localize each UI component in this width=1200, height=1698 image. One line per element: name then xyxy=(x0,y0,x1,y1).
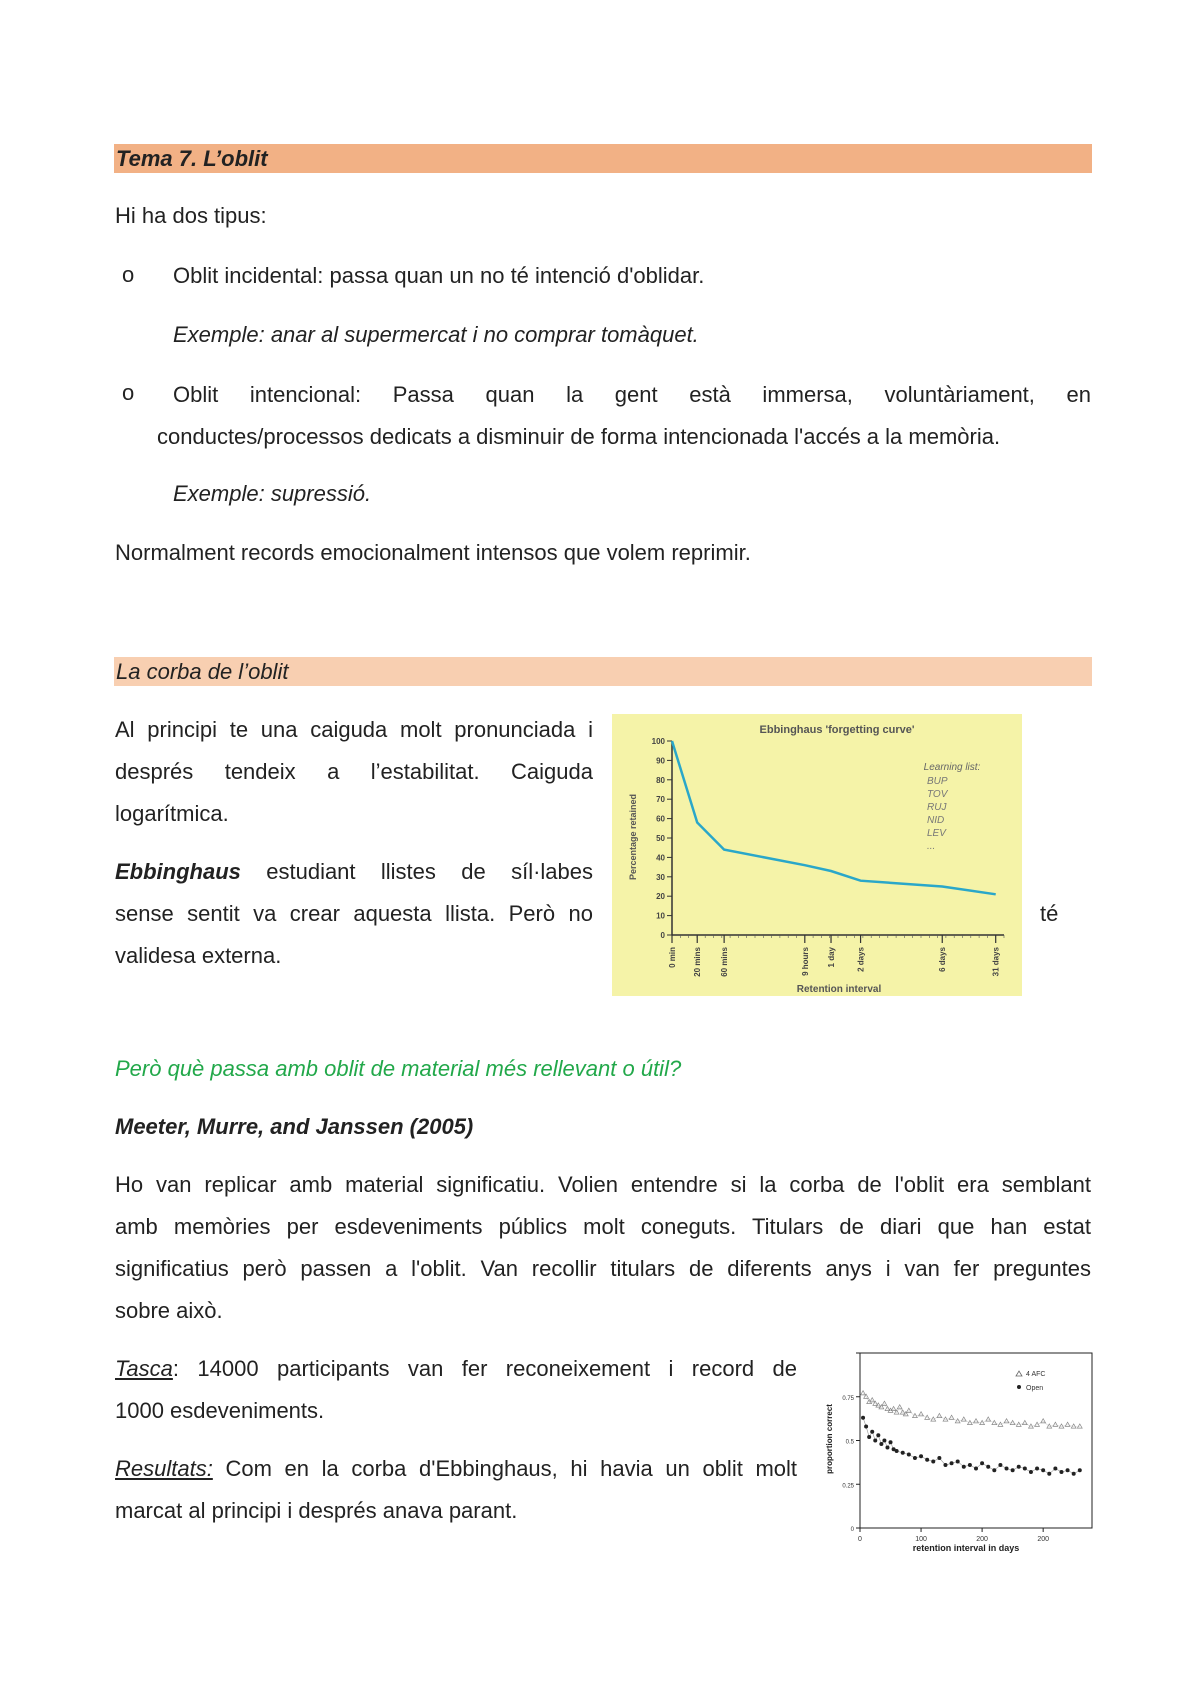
chart1-x-tick-label: 31 days xyxy=(991,947,1001,977)
chart1-legend-item: RUJ xyxy=(927,802,947,813)
example-intencional: Exemple: supressió. xyxy=(173,481,372,506)
para-ebbinghaus-line2-tail: té xyxy=(1040,901,1059,926)
chart2-point-open xyxy=(1041,1468,1045,1472)
para-replica-line2: amb memòries per esdeveniments públics molt coneguts. Titulars de diari que han estat xyxy=(115,1214,1091,1239)
chart1-y-tick-label: 0 xyxy=(660,931,665,940)
chart2-y-tick-label: 0 xyxy=(850,1527,854,1533)
chart1-legend-item: LEV xyxy=(927,828,946,839)
chart1-legend-item: BUP xyxy=(927,776,948,787)
chart1-y-tick-label: 90 xyxy=(656,756,665,766)
resultats-line2: marcat al principi i després anava parant. xyxy=(115,1498,518,1523)
chart2-point-open xyxy=(867,1435,871,1439)
chart1-y-tick-label: 60 xyxy=(656,814,665,824)
question-text: Però què passa amb oblit de material més rellevant o útil? xyxy=(115,1056,682,1081)
chart2-point-open xyxy=(879,1442,883,1446)
chart2-y-axis-label: proportion correct xyxy=(825,1404,834,1474)
chart1-x-tick-label: 9 hours xyxy=(800,947,810,976)
ebbinghaus-name: Ebbinghaus xyxy=(115,859,241,884)
para-replica-line3: significatius però passen a l'oblit. Van recollir titulars de diferents anys i van fer preguntes xyxy=(115,1256,1091,1281)
chart1-y-tick-label: 70 xyxy=(656,795,665,805)
intro-text: Hi ha dos tipus: xyxy=(115,203,267,228)
chart2-point-open xyxy=(907,1453,911,1457)
chart2-point-open xyxy=(1023,1467,1027,1471)
section-heading-tema7: Tema 7. L’oblit xyxy=(114,144,1092,173)
chart2-point-open xyxy=(956,1460,960,1464)
chart2-point-open xyxy=(861,1416,865,1420)
closing-text: Normalment records emocionalment intensos que volem reprimir. xyxy=(115,540,751,565)
tasca-line1 xyxy=(115,1348,797,1390)
chart2-point-open xyxy=(1078,1468,1082,1472)
para-ebbinghaus-line3: validesa externa. xyxy=(115,943,282,968)
chart1-legend-item: ... xyxy=(927,841,936,852)
tasca-label: Tasca xyxy=(115,1356,173,1381)
citation-meeter: Meeter, Murre, and Janssen (2005) xyxy=(115,1114,474,1139)
chart1-title: Ebbinghaus 'forgetting curve' xyxy=(759,724,915,736)
para-corba-line1: Al principi te una caiguda molt pronunciada i xyxy=(115,717,593,742)
chart2-point-open xyxy=(1011,1468,1015,1472)
chart2-point-open xyxy=(931,1460,935,1464)
item-oblit-intencional-line2: conductes/processos dedicats a disminuir de forma intencionada l'accés a la memòria. xyxy=(157,424,1001,449)
chart2-point-open xyxy=(876,1433,880,1437)
chart1-x-axis-label: Retention interval xyxy=(796,984,882,995)
example-incidental: Exemple: anar al supermercat i no comprar tomàquet. xyxy=(173,322,699,347)
chart2-point-open xyxy=(943,1463,947,1467)
chart2-point-open xyxy=(1066,1468,1070,1472)
bullet-marker-1: o xyxy=(122,262,135,287)
chart1-y-tick-label: 50 xyxy=(656,834,665,843)
chart2-x-tick-label: 0 xyxy=(858,1536,862,1543)
resultats-rest: Com en la corba d'Ebbinghaus, hi havia un oblit molt xyxy=(212,1456,797,1481)
chart2-point-open xyxy=(882,1439,886,1443)
para-replica-line4: sobre això. xyxy=(115,1298,223,1323)
chart1-x-tick-label: 2 days xyxy=(856,947,866,972)
item-oblit-incidental: Oblit incidental: passa quan un no té intenció d'oblidar. xyxy=(173,263,705,288)
chart2-point-open xyxy=(962,1465,966,1469)
section-heading-corba: La corba de l’oblit xyxy=(114,657,1092,686)
chart2-point-open xyxy=(1053,1467,1057,1471)
chart2-point-open xyxy=(895,1449,899,1453)
para-ebbinghaus-line2: sense sentit va crear aquesta llista. Però no xyxy=(115,901,593,926)
para-corba-line2: després tendeix a l’estabilitat. Caiguda xyxy=(115,759,593,784)
chart2-point-open xyxy=(998,1463,1002,1467)
chart1-legend-item: NID xyxy=(927,815,945,826)
chart2-legend-label-4afc: 4 AFC xyxy=(1026,1371,1046,1378)
chart2-point-open xyxy=(901,1451,905,1455)
chart1-y-tick-label: 20 xyxy=(656,892,665,902)
chart2-point-open xyxy=(1005,1467,1009,1471)
chart2-point-open xyxy=(889,1440,893,1444)
chart2-point-open xyxy=(974,1467,978,1471)
ebbinghaus-forgetting-curve-chart xyxy=(612,714,1022,996)
resultats-line1 xyxy=(115,1448,797,1490)
chart2-point-open xyxy=(1047,1472,1051,1476)
chart2-point-open xyxy=(1059,1470,1063,1474)
chart2-point-open xyxy=(980,1461,984,1465)
chart1-y-tick-label: 30 xyxy=(656,872,665,882)
chart2-point-open xyxy=(885,1446,889,1450)
chart2-y-tick-label: 0.75 xyxy=(842,1395,854,1402)
chart1-x-tick-label: 20 mins xyxy=(693,947,703,977)
chart2-y-tick-label: 0.25 xyxy=(842,1483,854,1490)
para-replica-line1: Ho van replicar amb material significatiu. Volien entendre si la corba de l'oblit era semblant xyxy=(115,1172,1091,1197)
item-oblit-intencional-line1: Oblit intencional: Passa quan la gent està immersa, voluntàriament, en xyxy=(173,382,1091,407)
chart1-x-tick-label: 0 min xyxy=(668,947,677,968)
chart2-legend-marker-open xyxy=(1017,1385,1021,1389)
para-ebbinghaus-line1 xyxy=(115,851,593,893)
para-corba-line3: logarítmica. xyxy=(115,801,229,826)
tasca-rest: : 14000 participants van fer reconeixement i record de xyxy=(172,1356,797,1381)
resultats-label: Resultats: xyxy=(115,1456,213,1481)
chart2-x-tick-label: 200 xyxy=(976,1536,988,1543)
chart2-point-open xyxy=(864,1425,868,1429)
chart2-point-open xyxy=(913,1456,917,1460)
bullet-marker-2: o xyxy=(122,380,135,405)
chart2-legend-label-open: Open xyxy=(1026,1385,1044,1392)
chart2-point-open xyxy=(1017,1465,1021,1469)
chart1-y-tick-label: 10 xyxy=(656,911,665,921)
chart2-point-open xyxy=(1072,1472,1076,1476)
chart2-point-open xyxy=(873,1439,877,1443)
chart2-point-open xyxy=(950,1461,954,1465)
chart2-x-tick-label: 100 xyxy=(915,1536,927,1543)
chart1-legend-item: TOV xyxy=(927,789,948,800)
chart2-point-open xyxy=(986,1465,990,1469)
chart2-point-open xyxy=(992,1468,996,1472)
chart2-point-open xyxy=(1035,1467,1039,1471)
chart1-y-tick-label: 80 xyxy=(656,775,665,785)
chart1-x-tick-label: 60 mins xyxy=(720,947,730,977)
chart2-point-open xyxy=(937,1456,941,1460)
para-ebbinghaus-rest: estudiant llistes de síl·labes xyxy=(240,859,593,884)
meeter-retention-scatter-chart xyxy=(820,1345,1100,1557)
chart2-point-open xyxy=(919,1454,923,1458)
chart1-x-tick-label: 6 days xyxy=(938,947,948,972)
chart2-x-tick-label: 200 xyxy=(1037,1536,1050,1543)
chart2-point-open xyxy=(968,1463,972,1467)
chart2-y-tick-label: 0.5 xyxy=(845,1439,854,1446)
chart2-point-open xyxy=(1029,1470,1033,1474)
chart1-y-tick-label: 40 xyxy=(656,853,665,863)
chart1-legend-title: Learning list: xyxy=(923,762,981,773)
chart1-y-axis-label: Percentage retained xyxy=(628,793,638,881)
chart2-x-axis-label: retention interval in days xyxy=(912,1543,1020,1553)
chart1-x-tick-label: 1 day xyxy=(827,947,837,968)
chart2-point-open xyxy=(925,1458,929,1462)
tasca-line2: 1000 esdeveniments. xyxy=(115,1398,325,1423)
chart2-point-open xyxy=(870,1430,874,1434)
chart1-y-tick-label: 100 xyxy=(651,737,665,746)
